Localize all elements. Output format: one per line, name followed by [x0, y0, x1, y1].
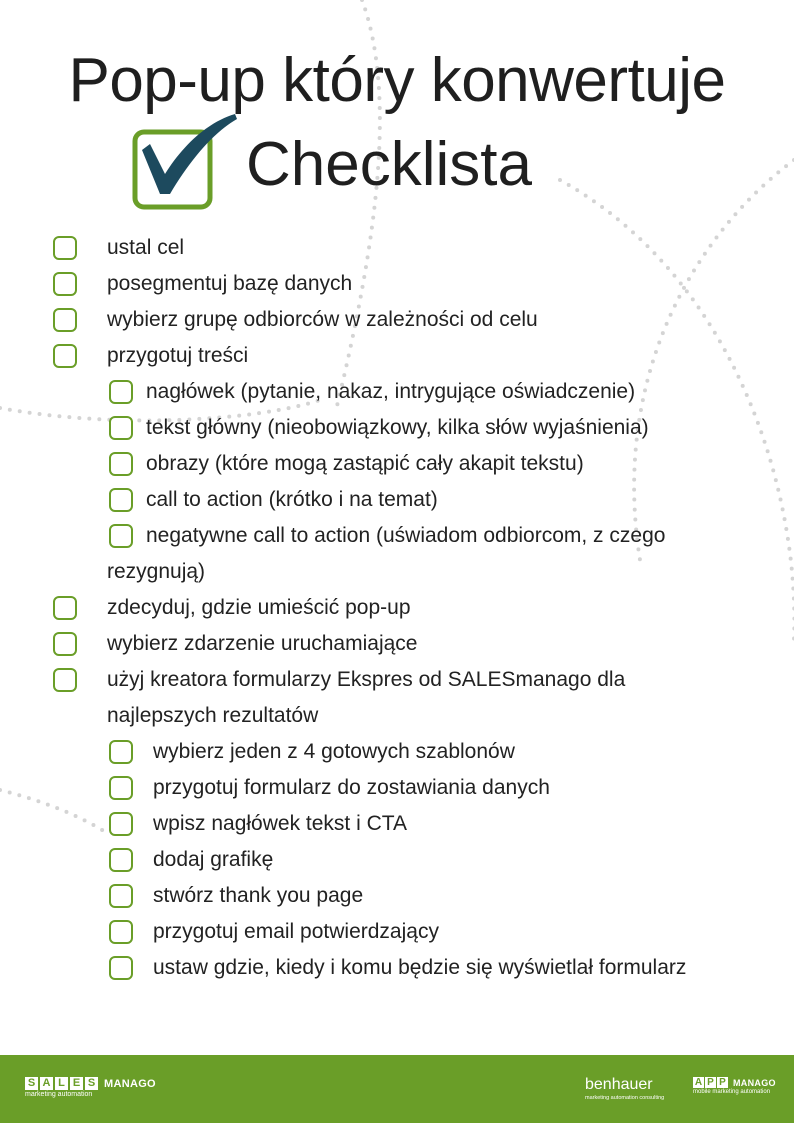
checkbox-icon[interactable]	[109, 452, 133, 476]
checkbox-icon[interactable]	[109, 740, 133, 764]
checklist-item-text: call to action (krótko i na temat)	[146, 488, 438, 511]
checkbox-icon[interactable]	[53, 596, 77, 620]
checkbox-icon[interactable]	[109, 884, 133, 908]
checklist-item-text: stwórz thank you page	[153, 884, 364, 907]
checkbox-icon[interactable]	[109, 416, 133, 440]
footer-bar	[0, 1055, 794, 1123]
logo-letter: A	[40, 1077, 53, 1090]
checklist-item-text: przygotuj formularz do zostawiania danych	[153, 776, 550, 799]
checklist-item-text: przygotuj treści	[107, 344, 249, 367]
checklist-item-text: ustal cel	[107, 236, 185, 259]
checkbox-icon[interactable]	[109, 488, 133, 512]
logo-letter: L	[55, 1077, 68, 1090]
checkbox-icon[interactable]	[109, 812, 133, 836]
checkbox-icon[interactable]	[53, 308, 77, 332]
checkbox-icon[interactable]	[109, 848, 133, 872]
checklist-item-text: użyj kreatora formularzy Ekspres od SALESmanago dla	[107, 668, 626, 691]
checklist-item-text: przygotuj email potwierdzający	[153, 920, 439, 943]
checklist-item-text: dodaj grafikę	[153, 848, 274, 871]
logo-wordmark: MANAGO	[733, 1077, 776, 1088]
benhauer-logo	[585, 1077, 664, 1101]
checklist-item-text: obrazy (które mogą zastąpić cały akapit tekstu)	[146, 452, 584, 475]
appmanago-logo	[693, 1077, 776, 1095]
logo-tagline: marketing automation consulting	[585, 1095, 665, 1101]
logo-tagline: marketing automation	[25, 1091, 93, 1098]
check-square-icon	[128, 110, 243, 212]
logo-letter: S	[85, 1077, 98, 1090]
checkbox-icon[interactable]	[53, 236, 77, 260]
checklist-item-continuation: najlepszych rezultatów	[107, 704, 319, 727]
logo-letter: E	[70, 1077, 83, 1090]
checkbox-icon[interactable]	[109, 776, 133, 800]
logo-letter: P	[717, 1077, 728, 1088]
logo-wordmark: MANAGO	[104, 1077, 156, 1090]
checklist-item-text: zdecyduj, gdzie umieścić pop-up	[107, 596, 411, 619]
checkbox-icon[interactable]	[53, 668, 77, 692]
page-title: Pop-up który konwertuje	[68, 46, 726, 115]
checklist-item-text: wpisz nagłówek tekst i CTA	[153, 812, 408, 835]
logo-letter: S	[25, 1077, 38, 1090]
page-subtitle: Checklista	[246, 130, 532, 199]
checklist-item-text: tekst główny (nieobowiązkowy, kilka słów wyjaśnienia)	[146, 416, 649, 439]
checklist-item-text: wybierz jeden z 4 gotowych szablonów	[153, 740, 515, 763]
checkbox-icon[interactable]	[53, 272, 77, 296]
checklist-item-text: wybierz zdarzenie uruchamiające	[107, 632, 418, 655]
checklist-item-text: ustaw gdzie, kiedy i komu będzie się wyświetlał formularz	[153, 956, 687, 979]
checklist-item-continuation: rezygnują)	[107, 560, 206, 583]
logo-letter: P	[705, 1077, 716, 1088]
salesmanago-logo	[25, 1077, 156, 1098]
checklist-item-text: wybierz grupę odbiorców w zależności od celu	[107, 308, 538, 331]
checkbox-icon[interactable]	[109, 920, 133, 944]
checkbox-icon[interactable]	[109, 380, 133, 404]
checkbox-icon[interactable]	[109, 956, 133, 980]
checklist-item-text: posegmentuj bazę danych	[107, 272, 353, 295]
checklist-item-text: negatywne call to action (uświadom odbiorcom, z czego	[146, 524, 666, 547]
checkbox-icon[interactable]	[109, 524, 133, 548]
logo-letter: A	[694, 1077, 703, 1088]
checkbox-icon[interactable]	[53, 344, 77, 368]
logo-tagline: mobile marketing automation	[693, 1089, 771, 1095]
checkbox-icon[interactable]	[53, 632, 77, 656]
checklist-item-text: nagłówek (pytanie, nakaz, intrygujące oświadczenie)	[146, 380, 636, 403]
logo-wordmark: benhauer	[585, 1076, 653, 1093]
